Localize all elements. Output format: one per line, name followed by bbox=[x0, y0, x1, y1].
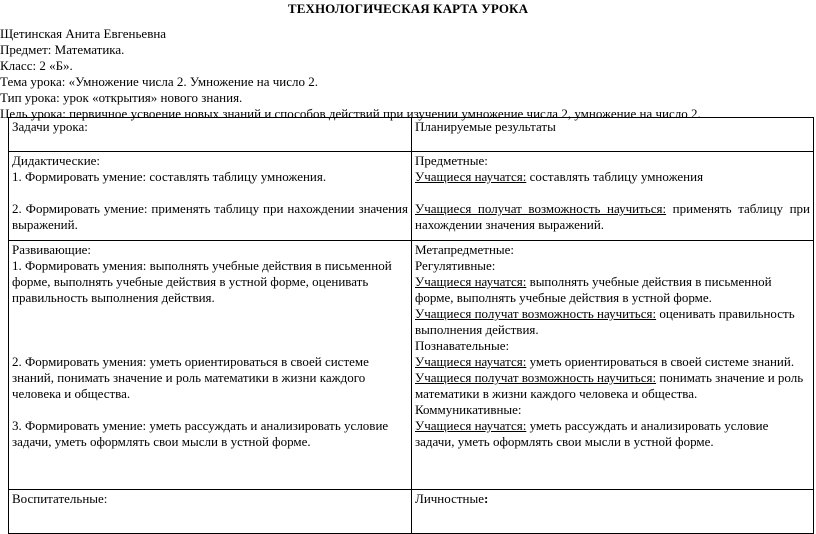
cognitive-chance bbox=[415, 370, 810, 402]
educational-heading: Воспитательные: bbox=[12, 491, 108, 506]
topic-line: Тема урока: «Умножение числа 2. Умножение на число 2. bbox=[0, 74, 318, 89]
chance-text: понимать значение и роль математики в жизни каждого человека и общества. bbox=[415, 370, 804, 401]
developing-heading: Развивающие: bbox=[12, 242, 92, 257]
cognitive-heading: Познавательные: bbox=[415, 338, 510, 353]
regulative-heading: Регулятивные: bbox=[415, 258, 496, 273]
communicative-learn bbox=[415, 418, 810, 450]
chance-label: Учащиеся получат возможность научиться: bbox=[415, 370, 657, 385]
developing-item-2: 2. Формировать умения: уметь ориентироваться в своей системе знаний, понимать значение и роль математики в жизни каждого человека и общества. bbox=[12, 354, 369, 401]
tasks-header-label: Задачи урока: bbox=[12, 119, 88, 134]
lesson-table bbox=[8, 117, 814, 534]
results-header-label: Планируемые результаты bbox=[415, 119, 556, 134]
subject-results-heading: Предметные: bbox=[415, 153, 488, 168]
personal-heading bbox=[415, 491, 810, 507]
meta-results-cell bbox=[412, 241, 814, 490]
developing-item-3: 3. Формировать умение: уметь рассуждать и анализировать условие задачи, уметь оформлять свои мысли в устной форме. bbox=[12, 418, 389, 449]
cognitive-learn bbox=[415, 354, 810, 370]
lesson-type-line: Тип урока: урок «открытия» нового знания. bbox=[0, 90, 243, 105]
educational-tasks-cell bbox=[9, 490, 412, 534]
didactic-tasks-cell bbox=[9, 152, 412, 241]
communicative-heading: Коммуникативные: bbox=[415, 402, 522, 417]
meta-heading: Метапредметные: bbox=[415, 242, 515, 257]
subject-learn-line bbox=[415, 169, 810, 185]
table-row bbox=[9, 490, 814, 534]
author-name: Щетинская Анита Евгеньевна bbox=[0, 26, 167, 41]
chance-text: оценивать правильность выполнения действия. bbox=[415, 306, 795, 337]
learn-text: выполнять учебные действия в письменной форме, выполнять учебные действия в устной форме. bbox=[415, 274, 772, 305]
didactic-item-2: 2. Формировать умение: применять таблицу при нахождении значения выражений. bbox=[12, 201, 408, 232]
personal-heading-colon: : bbox=[484, 491, 489, 506]
table-row bbox=[9, 241, 814, 490]
learn-label: Учащиеся научатся: bbox=[415, 418, 527, 433]
results-column-header bbox=[412, 118, 814, 152]
personal-results-cell bbox=[412, 490, 814, 534]
learn-label: Учащиеся научатся: bbox=[415, 169, 527, 184]
developing-item-1: 1. Формировать умения: выполнять учебные действия в письменной форме, выполнять учебные действия в устной форме, оценивать правильность выполнения действия. bbox=[12, 258, 392, 305]
tasks-column-header bbox=[9, 118, 412, 152]
chance-label: Учащиеся получат возможность научиться: bbox=[415, 306, 657, 321]
subject-chance-line bbox=[415, 201, 810, 233]
learn-text: уметь ориентироваться в своей системе знаний. bbox=[526, 354, 795, 369]
personal-heading-text: Личностные bbox=[415, 491, 485, 506]
learn-text: уметь рассуждать и анализировать условие задачи, уметь оформлять свои мысли в устной форме. bbox=[415, 418, 769, 449]
regulative-learn bbox=[415, 274, 810, 306]
subject-line: Предмет: Математика. bbox=[0, 42, 125, 57]
chance-text: применять таблицу при нахождении значения выражений. bbox=[415, 201, 810, 232]
learn-label: Учащиеся научатся: bbox=[415, 274, 527, 289]
goal-line: Цель урока: первичное усвоение новых знаний и способов действий при изучении умножение числа 2, умножение на число 2. bbox=[0, 106, 701, 121]
didactic-item-1: 1. Формировать умение: составлять таблицу умножения. bbox=[12, 169, 327, 184]
developing-tasks-cell bbox=[9, 241, 412, 490]
learn-text: составлять таблицу умножения bbox=[526, 169, 704, 184]
lesson-header bbox=[0, 26, 812, 122]
table-row bbox=[9, 152, 814, 241]
table-header-row bbox=[9, 118, 814, 152]
learn-label: Учащиеся научатся: bbox=[415, 354, 527, 369]
subject-results-cell bbox=[412, 152, 814, 241]
page-title: ТЕХНОЛОГИЧЕСКАЯ КАРТА УРОКА bbox=[287, 1, 529, 16]
grade-line: Класс: 2 «Б». bbox=[0, 58, 73, 73]
regulative-chance bbox=[415, 306, 810, 338]
chance-label: Учащиеся получат возможность научиться: bbox=[415, 201, 667, 216]
didactic-heading: Дидактические: bbox=[12, 153, 101, 168]
